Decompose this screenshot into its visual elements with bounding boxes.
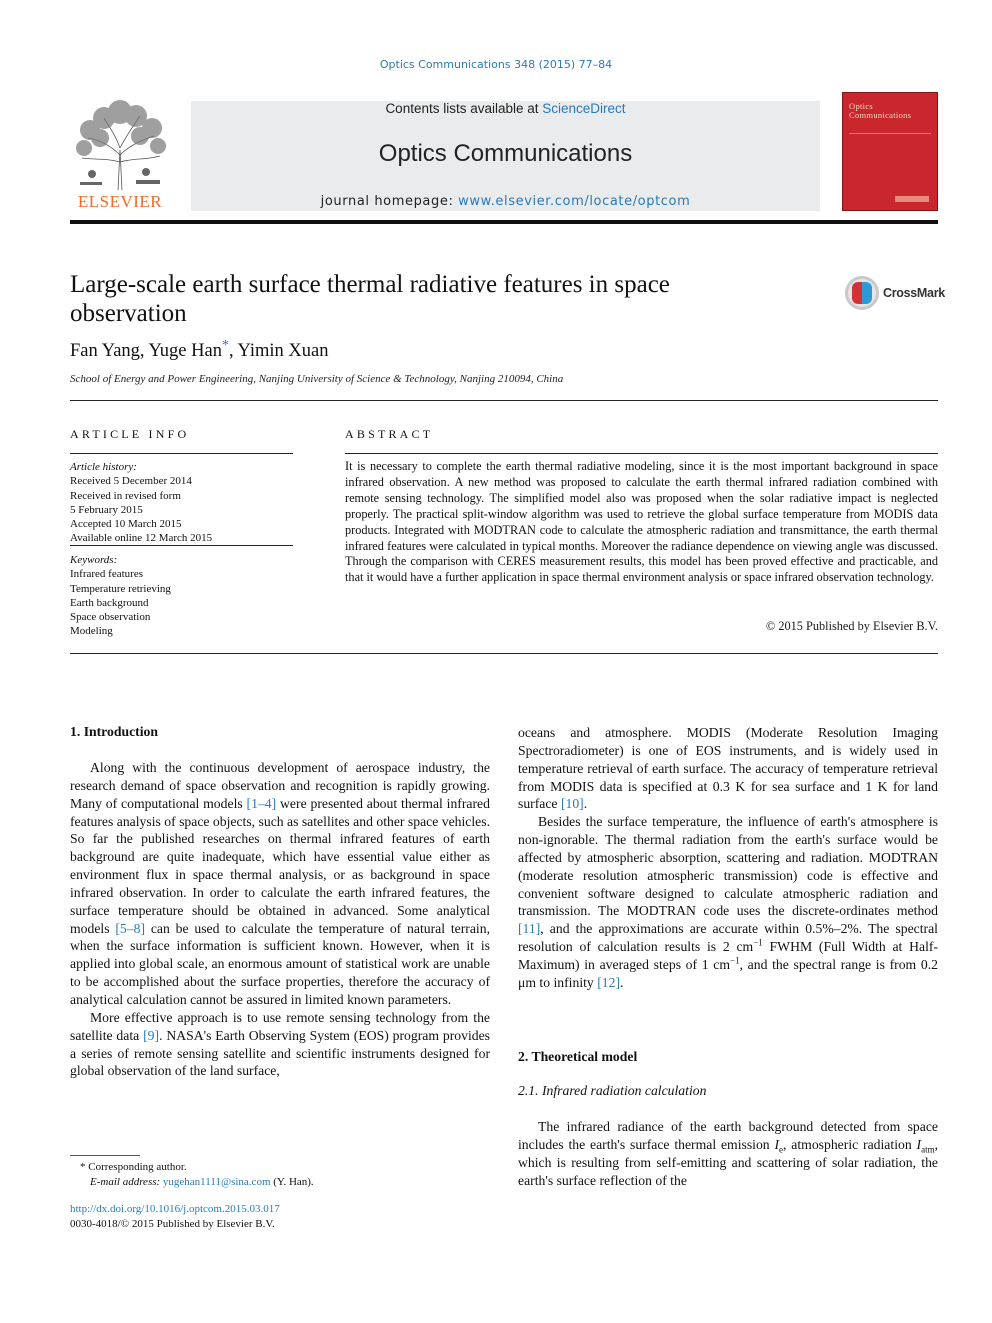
- text-run: Along with the continuous development of aerospace industry, the research demand of space observation and recognition is rapidly growing. Many of computational models: [70, 760, 490, 811]
- text-run: FWHM (Full Width at Half-Maximum) in averaged steps of 1 cm: [518, 939, 938, 972]
- left-column-body: [70, 759, 490, 1080]
- journal-homepage-link[interactable]: www.elsevier.com/locate/optcom: [458, 194, 691, 209]
- history-item: Accepted 10 March 2015: [70, 518, 182, 531]
- text-run: More effective approach is to use remote sensing technology from the satellite data: [70, 1009, 490, 1043]
- doi-link[interactable]: http://dx.doi.org/10.1016/j.optcom.2015.03.017: [70, 1203, 280, 1215]
- keywords: [70, 553, 293, 639]
- cover-title: [849, 102, 911, 120]
- keyword: Space observation: [70, 611, 151, 624]
- cover-title-line2: Communications: [849, 110, 912, 120]
- theory-paragraph-1: [518, 1118, 938, 1189]
- author-name: Fan Yang: [70, 341, 140, 361]
- email-label: E-mail address:: [90, 1175, 163, 1188]
- keyword: Modeling: [70, 625, 113, 638]
- author-list: [70, 337, 329, 362]
- theory-body: [518, 1118, 938, 1189]
- keyword: Infrared features: [70, 568, 143, 581]
- text-run: can be used to calculate the temperature of natural terrain, when the surface information is sufficient known. However, when it is applied into global scale, an enormous amount of statistical work are unable to be accomplished about the surface properties, therefore the accuracy of analytical calculation cannot be assured in limited known parameters.: [70, 920, 490, 1007]
- affiliation-divider: [70, 400, 938, 401]
- footnote-text: Corresponding author.: [85, 1161, 187, 1173]
- math-variable: I: [916, 1136, 922, 1152]
- keyword: Temperature retrieving: [70, 582, 171, 595]
- cover-publisher-mark: [895, 196, 929, 202]
- section-heading-introduction: 1. Introduction: [70, 724, 158, 739]
- cover-rule: [849, 133, 931, 134]
- email-link[interactable]: yugehan1111@sina.com: [162, 1175, 271, 1188]
- text-run: The infrared radiance of the earth background detected from space includes the earth's surface thermal emission: [518, 1119, 938, 1152]
- crossmark-icon: [845, 276, 879, 310]
- right-column-body: [518, 724, 938, 992]
- section-heading-theoretical-model: 2. Theoretical model: [518, 1049, 638, 1064]
- header-divider: [70, 220, 938, 224]
- subscript: atm: [921, 1144, 935, 1155]
- crossmark-label: CrossMark: [883, 286, 945, 300]
- doi-block: [70, 1202, 490, 1231]
- abstract-text: It is necessary to complete the earth thermal radiative modeling, since it is the most important background in space infrared observation. A new method was proposed to calculate the earth thermal infrared radiation combined with remote sensing technology. The simplified model also was proposed when the solar radiative impact is neglected properly. The practical split-window algorithm was used to retrieve the global surface temperature from MODIS data products. Integrated with MODTRAN code to calculate the atmospheric radiation and transmittance, the earth thermal infrared features were calculated in typical months. Moreover the radiance dependence on viewing angle was discussed. Through the comparison with CERES measurement results, this model has been proved effective and practicable, and that it would have a further application in space thermal environment analysis or space infrared observation technology.: [345, 459, 938, 585]
- history-item: Received 5 December 2014: [70, 475, 192, 488]
- superscript: −1: [753, 937, 763, 948]
- citation-link[interactable]: [12]: [597, 974, 621, 990]
- text-run: , and the spectral range is from 0.2 μm to infinity: [518, 956, 938, 990]
- history-item: Available online 12 March 2015: [70, 532, 213, 545]
- text-run: , atmospheric radiation: [783, 1136, 917, 1152]
- keywords-label: Keywords:: [70, 554, 118, 566]
- citation-link[interactable]: [5–8]: [115, 920, 146, 936]
- author-name: Yuge Han: [148, 341, 222, 361]
- abstract-rule-top: [345, 453, 938, 454]
- affiliation: School of Energy and Power Engineering, Nanjing University of Science & Technology, Nanjing 210094, China: [70, 373, 564, 385]
- elsevier-tree-icon: [70, 100, 170, 192]
- article-history: [70, 460, 293, 546]
- citation-link[interactable]: [11]: [518, 921, 541, 937]
- corresponding-author-note: [70, 1160, 490, 1175]
- journal-title: Optics Communications: [378, 140, 633, 167]
- text-run: , which is resulting from self-emitting and scattering of solar radiation, the earth's surface reflection of the: [518, 1136, 939, 1188]
- math-variable: I: [774, 1136, 780, 1152]
- intro-paragraph-1: [70, 759, 490, 1009]
- history-label: Article history:: [70, 461, 137, 473]
- crossmark-badge[interactable]: [845, 276, 945, 310]
- cover-title-line1: Optics: [849, 101, 873, 111]
- intro-paragraph-2: [70, 1009, 490, 1080]
- contents-line: [191, 101, 820, 116]
- abstract-divider: [70, 653, 938, 654]
- footnote: [70, 1160, 490, 1189]
- history-item: Received in revised form: [70, 489, 181, 502]
- intro-paragraph-4: [518, 813, 938, 991]
- article-info-heading: ARTICLE INFO: [70, 427, 190, 441]
- history-item: 5 February 2015: [70, 503, 143, 516]
- sciencedirect-link[interactable]: ScienceDirect: [542, 101, 626, 116]
- issn-line: 0030-4018/© 2015 Published by Elsevier B.V.: [70, 1217, 275, 1230]
- text-run: , and the approximations are accurate within 0.5%–2%. The spectral resolution of calculation results is 2 cm: [518, 921, 938, 955]
- footnote-mark: *: [80, 1161, 86, 1173]
- footnote-rule: [70, 1155, 140, 1156]
- abstract-heading: ABSTRACT: [345, 427, 434, 441]
- corresponding-author-mark[interactable]: *: [221, 337, 229, 353]
- subsection-heading: 2.1. Infrared radiation calculation: [518, 1083, 707, 1098]
- elsevier-wordmark: ELSEVIER: [77, 192, 163, 211]
- citation-link[interactable]: [9]: [143, 1027, 160, 1043]
- article-title: Large-scale earth surface thermal radiative features in space observation: [70, 271, 670, 327]
- citation-link[interactable]: [10]: [560, 796, 584, 812]
- text-run: were presented about thermal infrared features analysis of space objects, such as satellites and other space vehicles. So far the published researches on thermal infrared features of earth background are quite inadequate, which have essential value either as environment flux in space thermal analysis, or as background in space infrared observation. In order to calculate the earth infrared features, the surface temperature should be obtained in advanced. Some analytical models: [70, 795, 490, 936]
- text-run: . NASA's Earth Observing System (EOS) program provides a series of remote sensing satellite and scientific instruments designed for global observation of the land surface,: [70, 1027, 490, 1079]
- email-suffix: (Y. Han).: [270, 1175, 314, 1188]
- subscript: e: [779, 1144, 784, 1155]
- author-separator: ,: [139, 341, 149, 361]
- email-note: [70, 1175, 490, 1190]
- author-name: Yimin Xuan: [237, 341, 329, 361]
- keyword: Earth background: [70, 596, 149, 609]
- text-run: .: [620, 974, 624, 990]
- article-info-rule-mid: [70, 545, 293, 546]
- superscript: −1: [730, 955, 740, 966]
- author-separator: ,: [228, 341, 238, 361]
- contents-prefix: Contents lists available at: [385, 101, 543, 116]
- text-run: .: [583, 796, 588, 812]
- text-run: oceans and atmosphere. MODIS (Moderate Resolution Imaging Spectroradiometer) is one of EOS instruments, and is widely used in temperature retrieval of earth surface. The accuracy of temperature retrieval from MODIS data is specified at 0.3 K for sea surface and 1 K for land surface: [518, 725, 938, 812]
- article-info-rule-top: [70, 453, 293, 454]
- abstract-copyright: © 2015 Published by Elsevier B.V.: [765, 619, 938, 633]
- intro-paragraph-3: [518, 724, 938, 813]
- journal-homepage-line: [191, 194, 820, 209]
- citation-link[interactable]: [1–4]: [246, 795, 277, 811]
- text-run: Besides the surface temperature, the influence of earth's atmosphere is non-ignorable. The thermal radiation from the earth's surface would be affected by atmospheric absorption, scattering and radiation. MODTRAN (moderate resolution atmospheric transmission) code is effective and convenient software designed to calculate atmospheric radiation and transmission. The MODTRAN code uses the discrete-ordinates method: [518, 814, 938, 919]
- journal-cover-thumbnail[interactable]: [842, 92, 938, 211]
- journal-reference[interactable]: Optics Communications 348 (2015) 77–84: [379, 58, 613, 71]
- elsevier-logo: [70, 100, 170, 212]
- homepage-prefix: journal homepage:: [320, 194, 459, 209]
